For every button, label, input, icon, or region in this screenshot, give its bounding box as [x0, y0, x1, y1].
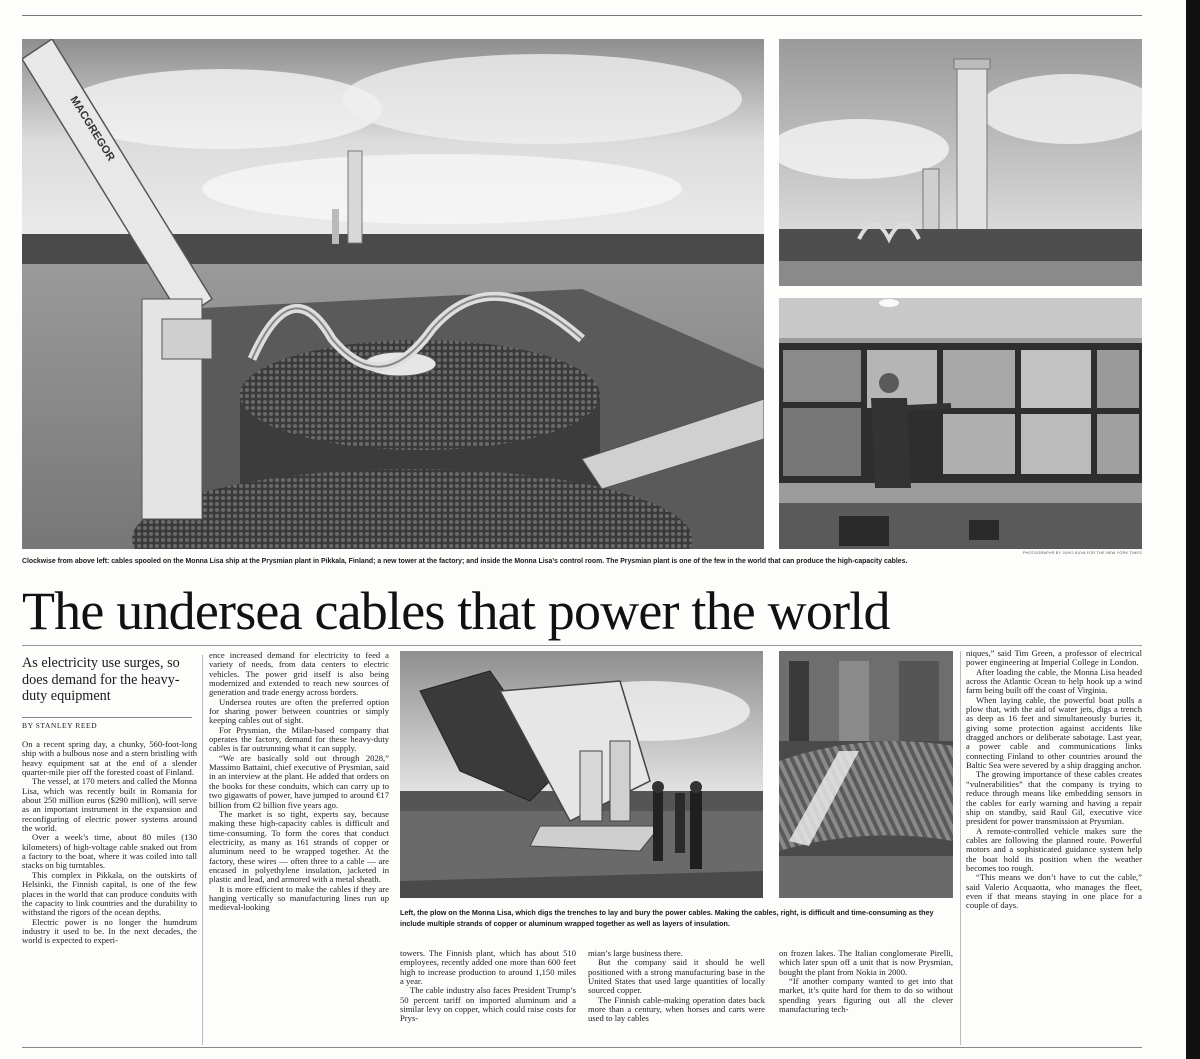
paragraph: When laying cable, the powerful boat pulls a plow that, with the aid of water jets, digs a trench as deep as 16 feet and simultaneously buries it, giving some protection against accidents like dragged anchors or deliberate sabotage. Last year, a power cable and communications links connecting Finland to other countries around the Baltic Sea were severed by a ship dragging anchor. [966, 694, 1142, 771]
paragraph: The market is so tight, experts say, because making these high-capacity cables is difficult and time-consuming. To form the cores that conduct electricity, as many as 161 strands of copper or aluminum need to be wrapped together. At the factory, these wires — often three to a cable — are encased in polyethylene insulation, jacketed in plastic and lead, and armored with a metal sheath. [209, 808, 389, 885]
tower-photo [779, 39, 1142, 286]
column-2 [209, 651, 389, 913]
paragraph: This complex in Pikkala, on the outskirts of Helsinki, the Finnish capital, is one of the few places in the world that can produce conduits with the capacity to link countries and the durability to withstand the rigors of the ocean depths. [22, 869, 197, 918]
paragraph: niques,” said Tim Green, a professor of electrical power engineering at Imperial College in London. [966, 648, 1142, 668]
column-5 [779, 949, 953, 1014]
column-rule [202, 655, 203, 1045]
middle-caption: Left, the plow on the Monna Lisa, which digs the trenches to lay and bury the power cables. Making the cables, right, is difficult and time-consuming as they include multiple strands of copper or aluminum wrapped together as well as layers of insulation. [400, 908, 934, 928]
deck-rule [22, 717, 192, 718]
bottom-rule [22, 1047, 1142, 1048]
plow-photo [400, 651, 763, 898]
paragraph: The cable industry also faces President Trump’s 50 percent tariff on imported aluminum and a similar levy on copper, which could raise costs for Prys- [400, 985, 576, 1024]
paragraph: The vessel, at 170 meters and called the Monna Lisa, which was recently built in Romania for about 250 million euros ($290 million), will serve as an important instrument in the expansion and reconfiguring of electric power systems around the world. [22, 776, 197, 834]
paragraph: mian’s large business there. [588, 948, 683, 958]
control-room-photo [779, 298, 1142, 549]
headline-rule [22, 645, 1142, 646]
column-1 [22, 740, 197, 946]
column-4 [588, 949, 765, 1024]
paragraph: A remote-controlled vehicle makes sure the cables are following the planned route. Powerful motors and a sophisticated guidance system help the boat hold its position when the weather becomes too rough. [966, 825, 1142, 873]
paragraph: Electric power is no longer the humdrum industry it used to be. In the next decades, the world is expected to experi- [22, 916, 197, 946]
paragraph: It is more efficient to make the cables if they are hanging vertically so manufacturing lines run up medieval-looking [209, 883, 389, 913]
paragraph: ence increased demand for electricity to feed a variety of needs, from data centers to electric vehicles. The power grid itself is also being modernized and extended to reach new sources of generation and trade energy across borders. [209, 650, 389, 698]
photo-credit: PHOTOGRAPHS BY JUHO KUVA FOR THE NEW YORK TIMES [1022, 551, 1142, 555]
crane-brand-text: MACGREGOR [67, 94, 117, 164]
paragraph: The growing importance of these cables creates “vulnerabilities” that the company is trying to reduce through means like embedding sensors in the cables for early warning and having a repair ship on standby, said Raul Gil, executive vice president for power transmission at Prysmian. [966, 769, 1142, 827]
paragraph: “We are basically sold out through 2028,” Massimo Battaini, chief executive of Prysmian, said in an interview at the plant. He added that orders on the books for these conduits, which can carry up to two gigawatts of power, have jumped to around €17 billion from €2 billion five years ago. [209, 752, 389, 810]
top-rule [22, 15, 1142, 16]
paragraph: After loading the cable, the Monna Lisa headed across the Atlantic Ocean to help hook up a wind farm being built off the coast of Virginia. [966, 666, 1142, 696]
column-rule [960, 651, 961, 1045]
paragraph: The Finnish cable-making operation dates back more than a century, when horses and carts were used to lay cables [588, 994, 765, 1024]
paragraph: Undersea routes are often the preferred option for sharing power between countries or simply keeping cables out of sight. [209, 696, 389, 726]
cable-photo [779, 651, 953, 898]
column-3 [400, 949, 576, 1024]
top-caption: Clockwise from above left: cables spooled on the Monna Lisa ship at the Prysmian plant in Pikkala, Finland; a new tower at the factory; and inside the Monna Lisa’s control room. The Prysmian plant is one of the few in the world that can produce the high-capacity cables. [22, 558, 908, 565]
paragraph: on frozen lakes. The Italian conglomerate Pirelli, which later spun off a unit that is now Prysmian, bought the plant from Nokia in 2000. [779, 948, 953, 977]
paragraph: “This means we don’t have to cut the cable,” said Valerio Acquaotta, who manages the fleet, even if that means staying in one place for a couple of days. [966, 872, 1142, 911]
paragraph: On a recent spring day, a chunky, 560-foot-long ship with a bulbous nose and a stern bristling with heavy equipment sat at the end of a slender quarter-mile pier off the forested coast of Finland. [22, 739, 197, 778]
headline: The undersea cables that power the world [22, 581, 890, 641]
byline: BY STANLEY REED [22, 721, 98, 730]
right-edge-bar [1186, 0, 1200, 1059]
deck: As electricity use surges, so does demand for the heavy-duty equipment [22, 655, 180, 704]
paragraph: But the company said it should be well positioned with a strong manufacturing base in the United States that used large quantities of locally sourced copper. [588, 957, 765, 996]
paragraph: Over a week’s time, about 80 miles (130 kilometers) of high-voltage cable snaked out from a factory to the boat, where it was coiled into tall stacks on big turntables. [22, 832, 197, 871]
paragraph: For Prysmian, the Milan-based company that operates the factory, demand for these heavy-duty cables is far outrunning what it can supply. [209, 724, 389, 754]
ship-photo [22, 39, 764, 549]
paragraph: “If another company wanted to get into that market, it’s quite hard for them to do so without spending years figuring out all the clever manufacturing tech- [779, 976, 953, 1015]
column-6 [966, 649, 1142, 911]
paragraph: towers. The Finnish plant, which has about 510 employees, recently added one more than 600 feet high to increase production to around 1,150 miles a year. [400, 948, 576, 987]
